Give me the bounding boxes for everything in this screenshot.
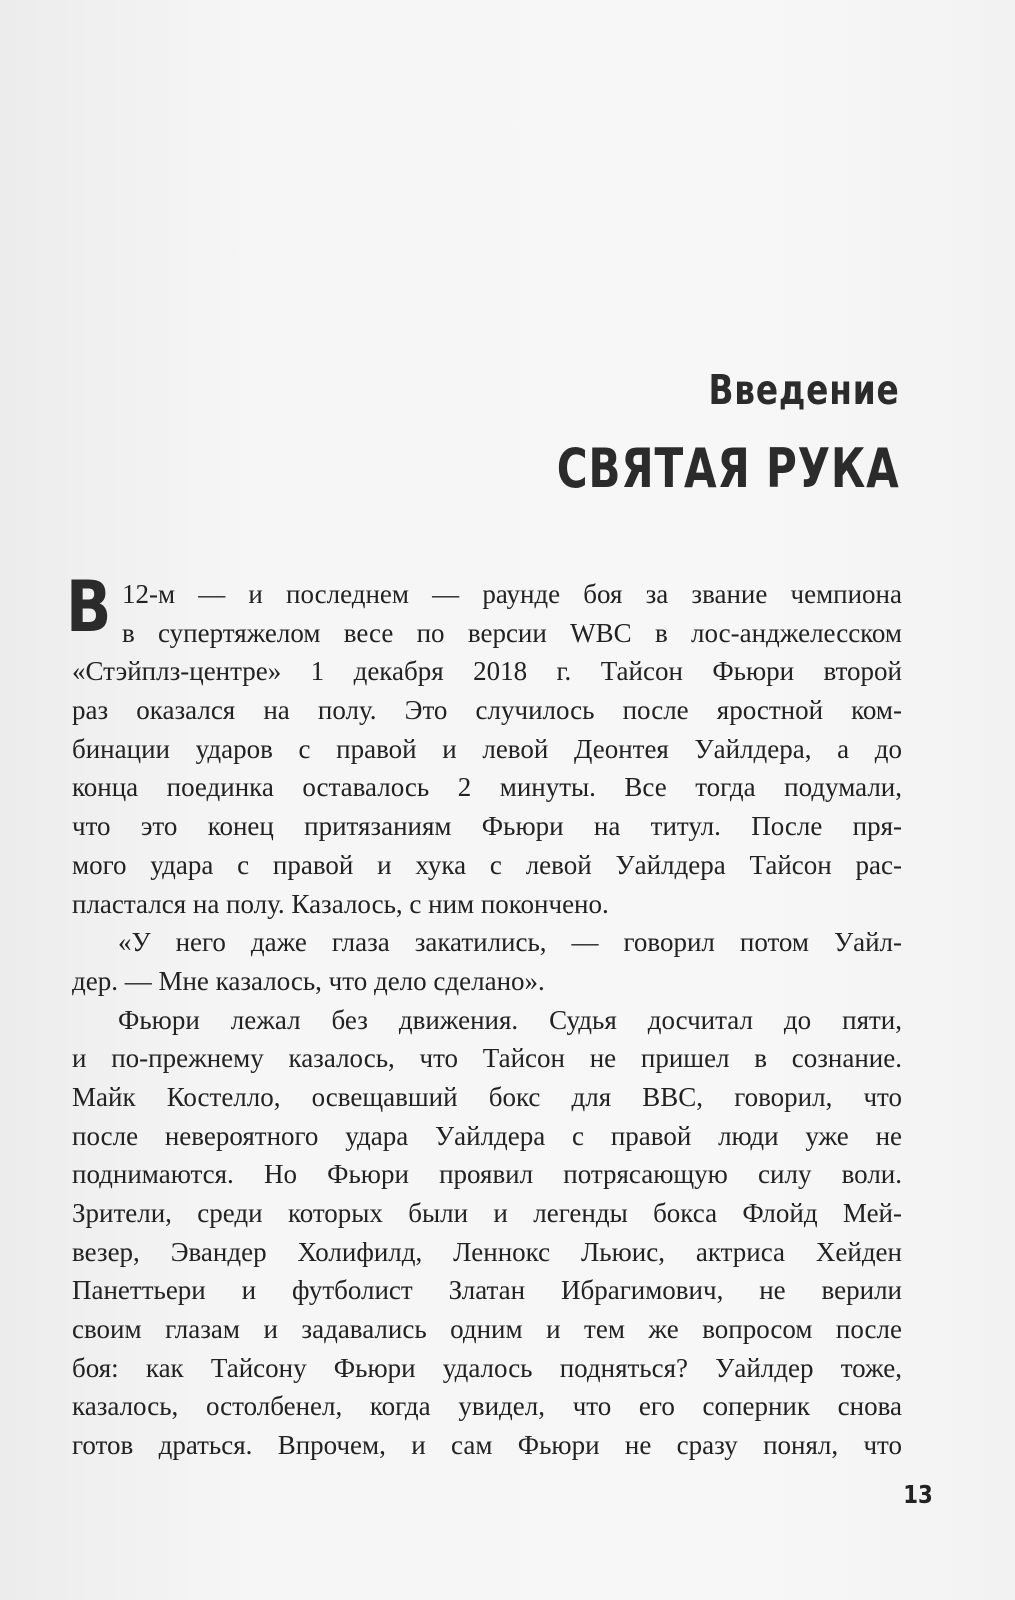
chapter-title: СВЯТАЯ РУКА <box>557 437 900 500</box>
body-text <box>66 566 902 1465</box>
text-line: 12-м — и последнем — раунде боя за звание чемпиона <box>122 579 902 609</box>
text-line: после невероятного удара Уайлдера с правой люди уже не <box>72 1120 902 1151</box>
text-line: пластался на полу. Казалось, с ним покончено. <box>72 888 609 919</box>
text-line: казалось, остолбенел, когда увидел, что его соперник снова <box>72 1391 902 1422</box>
text-line: раз оказался на полу. Это случилось после яростной ком- <box>72 695 902 726</box>
text-line: мого удара с правой и хука с левой Уайлдера Тайсон рас- <box>72 849 902 880</box>
text-line: своим глазам и задавались одним и тем же вопросом после <box>72 1314 902 1345</box>
text-line: дер. — Мне казалось, что дело сделано». <box>72 965 545 996</box>
text-line: бинации ударов с правой и левой Деонтея Уайлдера, а до <box>72 733 902 764</box>
text-line: поднимаются. Но Фьюри проявил потрясающую силу воли. <box>72 1159 902 1190</box>
text-line: конца поединка оставалось 2 минуты. Все тогда подумали, <box>72 772 902 803</box>
page-number: 13 <box>903 1480 933 1509</box>
text-line: боя: как Тайсону Фьюри удалось подняться? Уайлдер тоже, <box>72 1352 902 1383</box>
text-line: везер, Эвандер Холифилд, Леннокс Льюис, актриса Хейден <box>72 1236 902 1267</box>
text-line: что это конец притязаниям Фьюри на титул. После пря- <box>72 811 902 842</box>
text-line: Фьюри лежал без движения. Судья досчитал до пяти, <box>118 1004 902 1035</box>
text-line: в супертяжелом весе по версии WBC в лос-анджелесском <box>122 617 902 648</box>
text-line: «У него даже глаза закатились, — говорил потом Уайл- <box>118 927 902 958</box>
text-line: Панеттьери и футболист Златан Ибрагимович, не верили <box>72 1275 902 1306</box>
chapter-heading <box>460 362 900 502</box>
text-line: Зрители, среди которых были и легенды бокса Флойд Мей- <box>72 1198 902 1228</box>
text-line: и по-прежнему казалось, что Тайсон не пришел в сознание. <box>72 1043 902 1074</box>
text-line: Майк Костелло, освещавший бокс для BBC, говорил, что <box>72 1081 902 1112</box>
chapter-label: Введение <box>708 366 900 414</box>
drop-cap: В <box>66 566 112 648</box>
text-line: готов драться. Впрочем, и сам Фьюри не сразу понял, что <box>72 1430 902 1461</box>
text-line: «Стэйплз-центре» 1 декабря 2018 г. Тайсон Фьюри второй <box>72 656 902 687</box>
